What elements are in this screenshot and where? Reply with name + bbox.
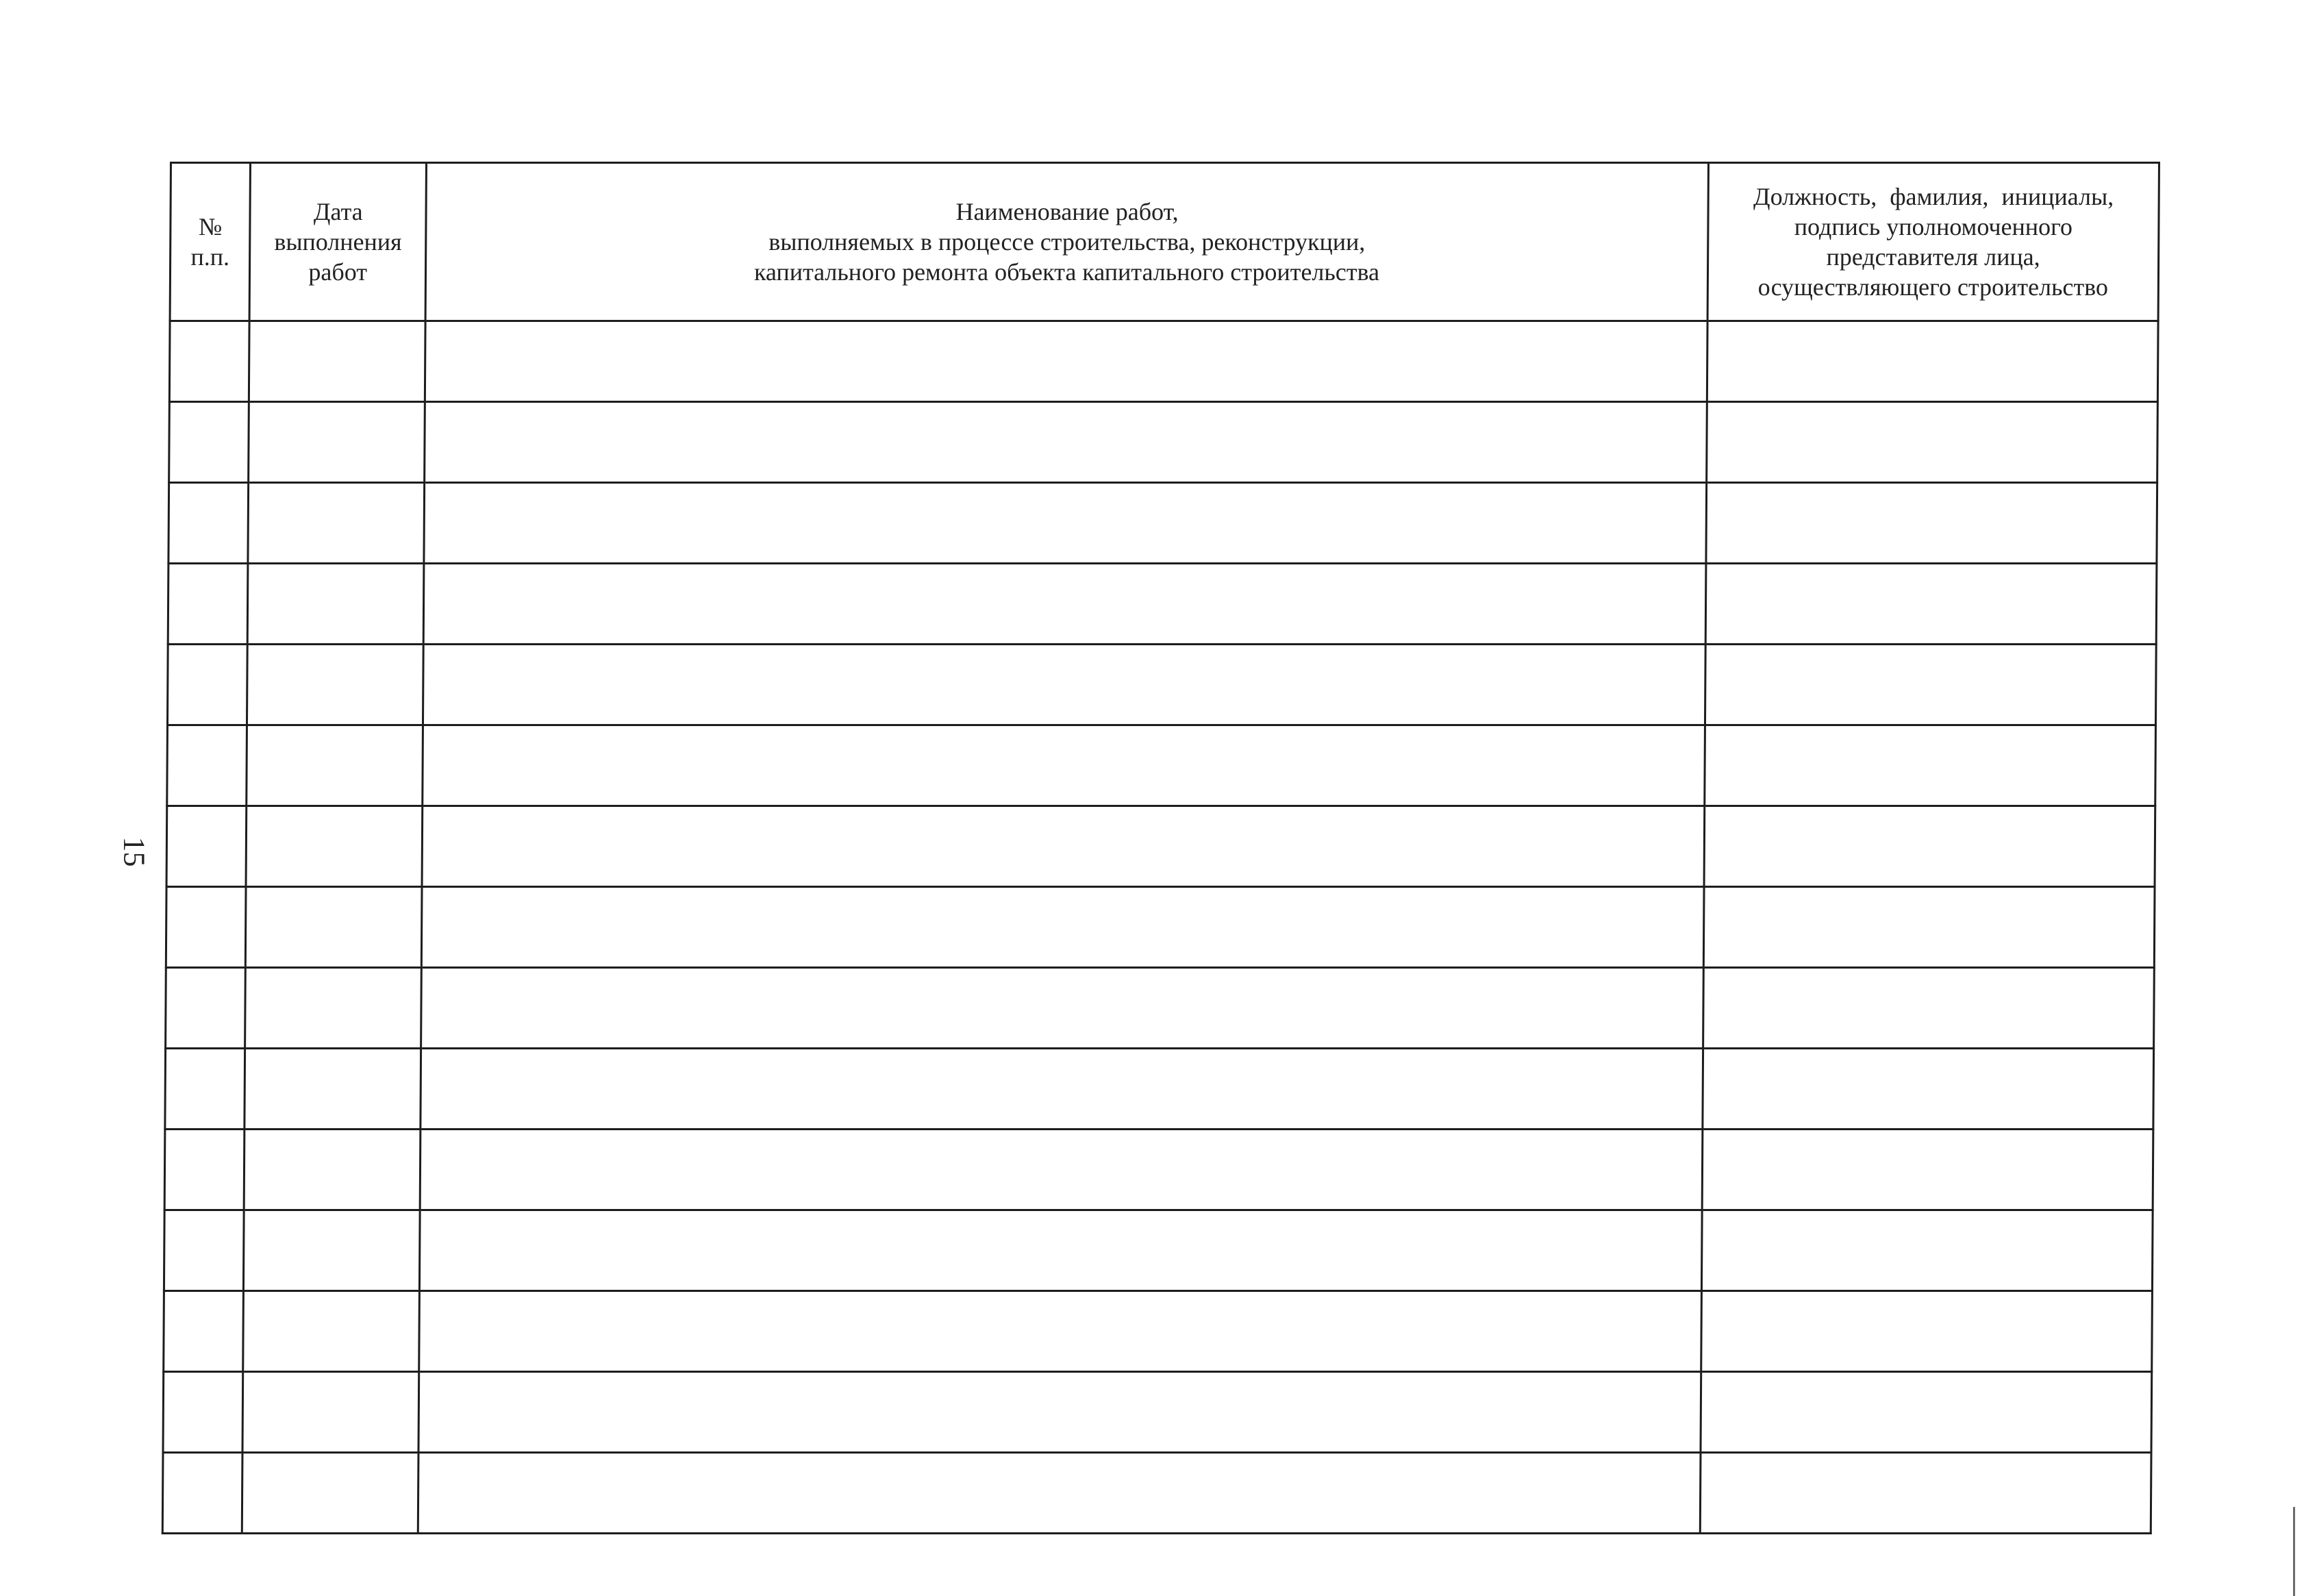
cell-date[interactable] — [245, 1130, 421, 1210]
cell-date[interactable] — [248, 483, 425, 564]
table-row — [167, 725, 2156, 806]
header-signatory — [1707, 163, 2159, 321]
cell-signatory[interactable] — [1701, 1291, 2153, 1372]
cell-work-name[interactable] — [423, 725, 1705, 806]
cell-date[interactable] — [242, 1372, 419, 1453]
cell-number[interactable] — [162, 1453, 242, 1534]
cell-number[interactable] — [168, 483, 249, 564]
cell-number[interactable] — [169, 321, 249, 402]
header-signatory-line: Должность, фамилия, инициалы, — [1753, 183, 2114, 210]
cell-number[interactable] — [167, 645, 247, 725]
header-date-line: Дата — [313, 198, 363, 225]
header-signatory-line: подпись уполномоченного — [1794, 213, 2073, 240]
table-header-row — [170, 163, 2159, 321]
table-body — [162, 321, 2158, 1534]
cell-work-name[interactable] — [423, 645, 1706, 725]
table-row — [165, 1049, 2154, 1130]
cell-signatory[interactable] — [1703, 968, 2155, 1049]
table-row — [163, 1372, 2152, 1453]
cell-date[interactable] — [247, 725, 423, 806]
table-row — [162, 1453, 2151, 1534]
cell-date[interactable] — [244, 1210, 421, 1291]
table-row — [168, 564, 2157, 645]
cell-number[interactable] — [168, 564, 248, 645]
cell-work-name[interactable] — [423, 564, 1706, 645]
cell-work-name[interactable] — [422, 806, 1705, 887]
cell-date[interactable] — [243, 1291, 420, 1372]
table-row — [169, 321, 2158, 402]
cell-signatory[interactable] — [1701, 1372, 2152, 1453]
cell-signatory[interactable] — [1705, 645, 2156, 725]
cell-signatory[interactable] — [1700, 1453, 2151, 1534]
cell-date[interactable] — [245, 1049, 421, 1130]
cell-work-name[interactable] — [421, 1049, 1703, 1130]
header-number — [170, 163, 251, 321]
cell-signatory[interactable] — [1707, 402, 2158, 483]
cell-number[interactable] — [169, 402, 249, 483]
cell-signatory[interactable] — [1707, 321, 2158, 402]
table-row — [164, 1291, 2153, 1372]
cell-number[interactable] — [164, 1210, 244, 1291]
cell-date[interactable] — [246, 806, 423, 887]
cell-signatory[interactable] — [1702, 1130, 2153, 1210]
cell-date[interactable] — [248, 564, 425, 645]
header-work-name-line: выполняемых в процессе строительства, реконструкции, — [768, 228, 1366, 255]
cell-work-name[interactable] — [418, 1453, 1701, 1534]
cell-work-name[interactable] — [425, 402, 1707, 483]
table-row — [166, 806, 2155, 887]
header-work-name — [425, 163, 1708, 321]
cell-number[interactable] — [166, 968, 246, 1049]
cell-signatory[interactable] — [1704, 806, 2155, 887]
cell-work-name[interactable] — [424, 483, 1707, 564]
cell-date[interactable] — [246, 887, 423, 968]
cell-signatory[interactable] — [1703, 1049, 2154, 1130]
cell-date[interactable] — [242, 1453, 419, 1534]
header-date-line: работ — [308, 258, 368, 286]
cell-work-name[interactable] — [421, 887, 1704, 968]
cell-work-name[interactable] — [420, 1210, 1703, 1291]
scan-edge-mark — [2293, 1507, 2295, 1596]
cell-date[interactable] — [247, 645, 424, 725]
cell-work-name[interactable] — [421, 968, 1704, 1049]
table-row — [166, 968, 2155, 1049]
cell-date[interactable] — [245, 968, 422, 1049]
table-row — [167, 645, 2156, 725]
table-row — [168, 483, 2157, 564]
cell-signatory[interactable] — [1703, 887, 2155, 968]
cell-work-name[interactable] — [418, 1372, 1701, 1453]
table-row — [169, 402, 2158, 483]
table-row — [166, 887, 2155, 968]
cell-number[interactable] — [165, 1049, 245, 1130]
cell-work-name[interactable] — [419, 1291, 1702, 1372]
header-number-line: № — [198, 213, 223, 240]
cell-signatory[interactable] — [1705, 725, 2156, 806]
header-signatory-line: осуществляющего строительство — [1757, 273, 2109, 301]
cell-signatory[interactable] — [1705, 564, 2157, 645]
cell-number[interactable] — [166, 806, 247, 887]
header-number-line: п.п. — [190, 243, 230, 271]
cell-date[interactable] — [249, 321, 426, 402]
works-log-table — [162, 162, 2160, 1534]
table-row — [164, 1210, 2153, 1291]
header-work-name-line: Наименование работ, — [955, 198, 1179, 225]
header-work-name-line: капитального ремонта объекта капитального строительства — [753, 258, 1380, 286]
header-signatory-line: представителя лица, — [1826, 243, 2040, 271]
page-number: 15 — [117, 836, 151, 867]
header-date — [249, 163, 426, 321]
cell-number[interactable] — [164, 1291, 244, 1372]
table-row — [164, 1130, 2153, 1210]
cell-signatory[interactable] — [1706, 483, 2157, 564]
cell-number[interactable] — [164, 1130, 245, 1210]
cell-number[interactable] — [166, 887, 246, 968]
cell-work-name[interactable] — [420, 1130, 1703, 1210]
cell-date[interactable] — [249, 402, 425, 483]
cell-signatory[interactable] — [1701, 1210, 2153, 1291]
cell-number[interactable] — [167, 725, 247, 806]
cell-number[interactable] — [163, 1372, 243, 1453]
cell-work-name[interactable] — [425, 321, 1707, 402]
header-date-line: выполнения — [274, 228, 402, 255]
